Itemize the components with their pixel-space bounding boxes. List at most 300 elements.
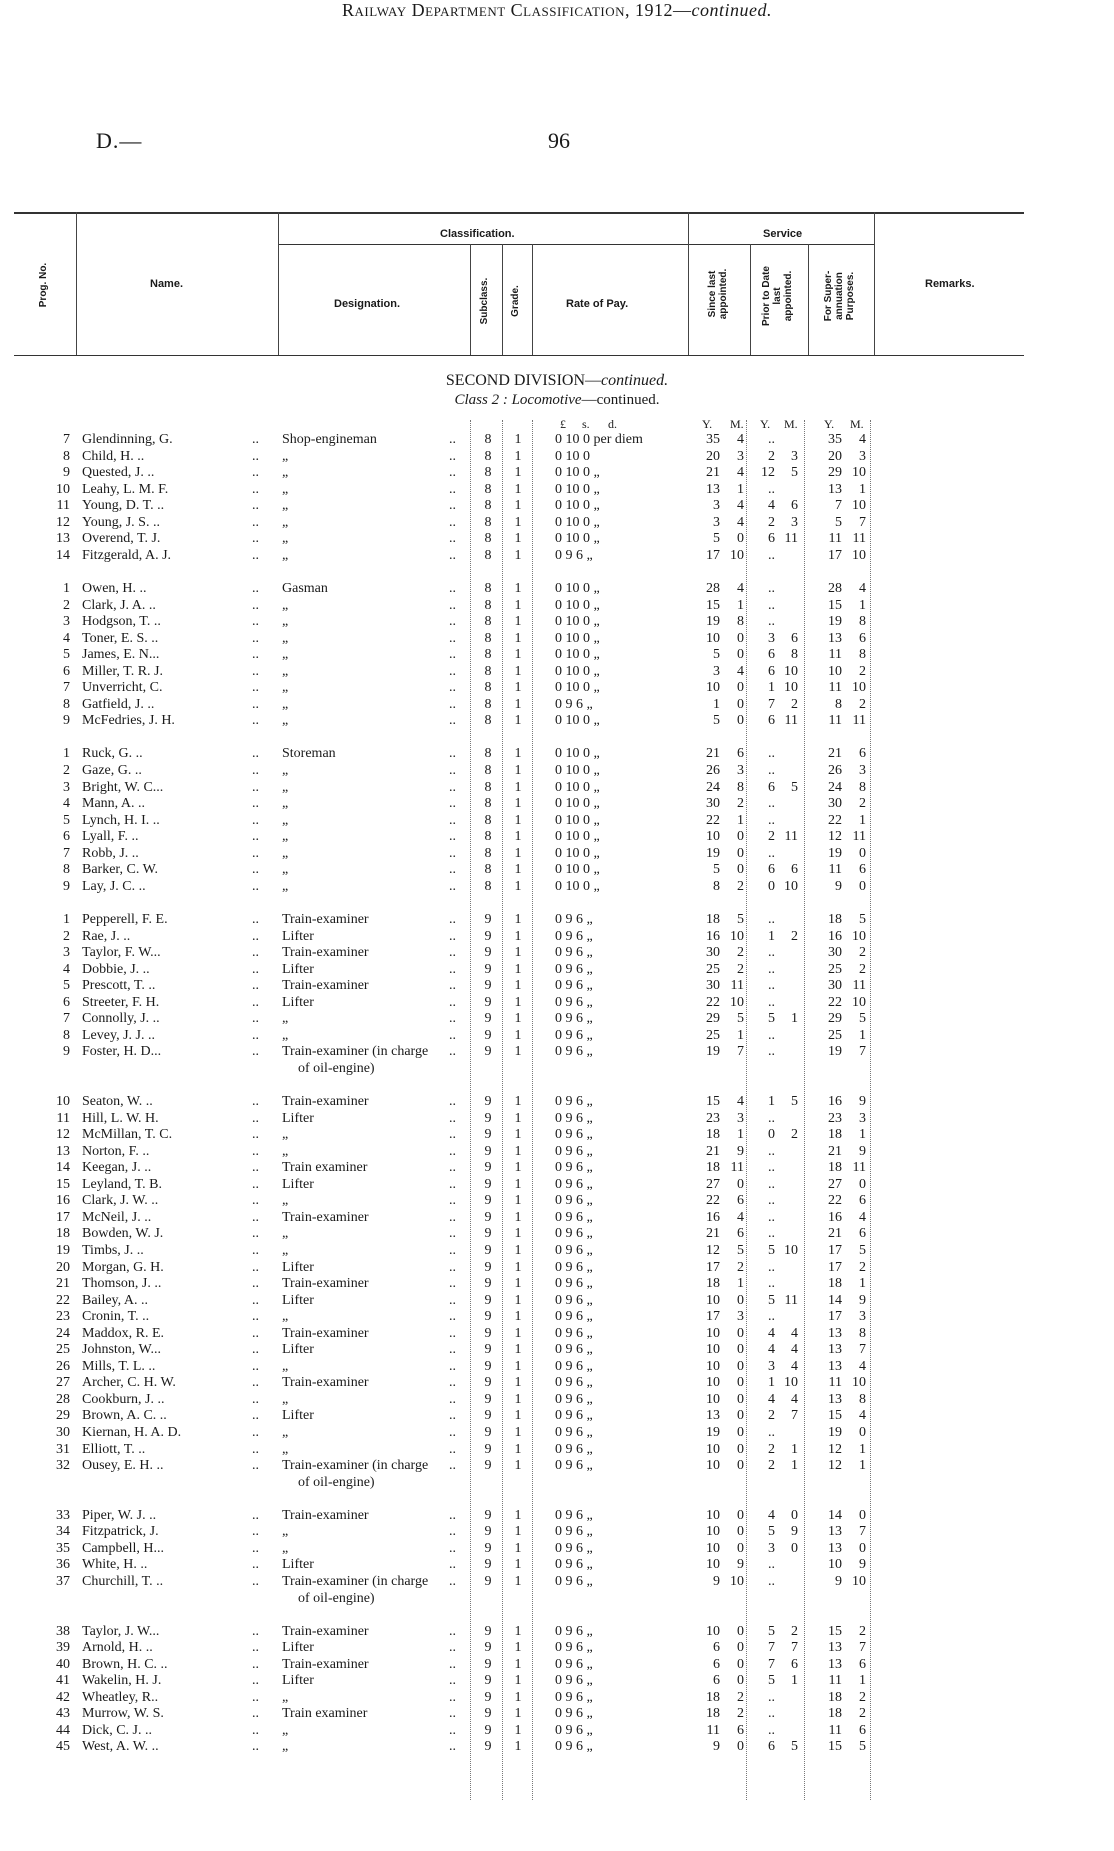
since-months: 2 <box>737 945 744 960</box>
leader-dots: .. <box>252 928 259 944</box>
rate-of-pay: 0 9 6 „ <box>555 1276 593 1291</box>
rate-of-pay: 0 10 0 „ <box>555 763 600 778</box>
table-row <box>0 680 1114 696</box>
rate-of-pay: 0 9 6 „ <box>555 1722 593 1738</box>
since-years: 17 <box>706 1309 720 1325</box>
employee-name: Archer, C. H. W. <box>82 1375 176 1391</box>
prior-years: 12 <box>761 465 775 481</box>
employee-name: Gaze, G. .. <box>82 763 142 778</box>
prog-no: 3 <box>63 779 70 795</box>
subclass: 9 <box>484 1640 492 1656</box>
super-months: 8 <box>859 1325 866 1341</box>
super-years: 25 <box>828 961 842 977</box>
super-months: 1 <box>859 812 866 828</box>
super-months: 1 <box>859 1027 866 1043</box>
leader-dots: .. <box>449 1540 456 1556</box>
rate-of-pay: 0 9 6 „ <box>555 1143 593 1159</box>
page-number: 96 <box>548 128 570 153</box>
leader-dots: .. <box>252 696 259 712</box>
prog-no: 29 <box>56 1408 70 1424</box>
grade: 1 <box>514 1722 522 1738</box>
table-row <box>0 1657 1114 1673</box>
super-years: 11 <box>828 680 842 696</box>
subclass: 9 <box>484 1309 492 1325</box>
super-months: 11 <box>852 713 866 729</box>
subclass: 8 <box>484 829 492 845</box>
designation: „ <box>282 713 289 729</box>
employee-name: Lynch, H. I. .. <box>82 812 160 828</box>
since-years: 15 <box>706 597 720 613</box>
subclass: 8 <box>484 630 492 646</box>
table-row <box>0 1260 1114 1276</box>
since-years: 21 <box>706 1226 720 1242</box>
since-months: 5 <box>737 1011 744 1027</box>
leader-dots: .. <box>252 1176 259 1192</box>
leader-dots: .. <box>449 465 456 481</box>
prior-years: 6 <box>768 663 775 679</box>
super-years: 17 <box>828 1309 842 1325</box>
col-divider <box>76 212 77 355</box>
super-months: 11 <box>852 531 866 547</box>
leader-dots: .. <box>449 928 456 944</box>
table-row <box>0 713 1114 729</box>
subclass: 9 <box>484 1739 492 1755</box>
grade: 1 <box>514 1160 522 1176</box>
prior-months: 11 <box>784 713 798 729</box>
prior-years: .. <box>768 812 775 828</box>
prior-years: 3 <box>768 1358 775 1374</box>
super-years: 13 <box>828 630 842 646</box>
since-years: 35 <box>706 432 720 447</box>
employee-name: Barker, C. W. <box>82 862 159 878</box>
prog-no: 36 <box>56 1557 70 1573</box>
super-years: 11 <box>828 1375 842 1391</box>
since-months: 10 <box>730 928 744 944</box>
table-row-continuation <box>0 1061 1114 1077</box>
subclass: 9 <box>484 1689 492 1705</box>
rate-of-pay: 0 9 6 „ <box>555 1375 593 1391</box>
since-years: 6 <box>713 1673 720 1689</box>
prior-years: 2 <box>768 829 775 845</box>
prog-no: 13 <box>56 1143 70 1159</box>
leader-dots: .. <box>252 1623 259 1639</box>
prog-no: 44 <box>56 1722 70 1738</box>
super-years: 13 <box>828 1342 842 1358</box>
leader-dots: .. <box>449 994 456 1010</box>
col-divider <box>808 244 809 355</box>
col-divider <box>688 212 689 355</box>
since-years: 17 <box>706 1259 720 1275</box>
super-years: 13 <box>828 1358 842 1374</box>
prior-years: .. <box>768 994 775 1010</box>
subclass: 9 <box>484 1656 492 1672</box>
grade: 1 <box>514 614 522 629</box>
leader-dots: .. <box>449 630 456 646</box>
units-row <box>0 416 1114 432</box>
since-months: 0 <box>737 1623 744 1639</box>
prog-no: 3 <box>63 614 70 629</box>
super-months: 1 <box>859 1127 866 1143</box>
prog-no: 13 <box>56 531 70 547</box>
subclass: 8 <box>484 614 492 629</box>
prog-no: 11 <box>56 498 70 514</box>
table-row <box>0 1144 1114 1160</box>
subclass: 9 <box>484 1342 492 1358</box>
prior-years: 1 <box>768 1094 775 1109</box>
rate-of-pay: 0 9 6 „ <box>555 1027 593 1043</box>
leader-dots: .. <box>449 845 456 861</box>
rate-of-pay: 0 9 6 „ <box>555 1524 593 1540</box>
prior-years: 3 <box>768 1540 775 1556</box>
subclass: 9 <box>484 1358 492 1374</box>
prior-years: .. <box>768 614 775 629</box>
grade: 1 <box>514 1209 522 1225</box>
table-row-continuation <box>0 1475 1114 1491</box>
employee-name: Elliott, T. .. <box>82 1441 146 1457</box>
table-row <box>0 962 1114 978</box>
super-months: 8 <box>859 779 866 795</box>
designation: „ <box>282 448 289 464</box>
prior-months: 2 <box>791 1127 798 1143</box>
prog-no: 10 <box>56 1094 70 1109</box>
prog-no: 27 <box>56 1375 70 1391</box>
subclass: 9 <box>484 994 492 1010</box>
employee-name: Morgan, G. H. <box>82 1259 164 1275</box>
table-row <box>0 1044 1114 1060</box>
employee-name: McMillan, T. C. <box>82 1127 173 1143</box>
subclass: 9 <box>484 1176 492 1192</box>
subclass: 9 <box>484 1292 492 1308</box>
subclass: 9 <box>484 1226 492 1242</box>
table-row <box>0 1442 1114 1458</box>
super-years: 16 <box>828 1209 842 1225</box>
since-years: 13 <box>706 481 720 497</box>
grade: 1 <box>514 1193 522 1209</box>
since-months: 3 <box>737 763 744 778</box>
since-years: 21 <box>706 746 720 762</box>
grade: 1 <box>514 1110 522 1126</box>
prog-no: 1 <box>63 911 70 927</box>
subclass: 9 <box>484 1127 492 1143</box>
designation: „ <box>282 878 289 894</box>
employee-name: Arnold, H. .. <box>82 1640 153 1656</box>
prog-no: 8 <box>63 696 70 712</box>
since-years: 15 <box>706 1094 720 1109</box>
leader-dots: .. <box>252 1027 259 1043</box>
designation: Train examiner <box>282 1160 368 1176</box>
super-years: 22 <box>828 1193 842 1209</box>
designation: Storeman <box>282 746 336 762</box>
since-years: 19 <box>706 1425 720 1440</box>
table-row <box>0 1392 1114 1408</box>
grade: 1 <box>514 1706 522 1722</box>
leader-dots: .. <box>252 746 259 762</box>
prior-years: 3 <box>768 630 775 646</box>
employee-name: Bowden, W. J. <box>82 1226 164 1242</box>
leader-dots: .. <box>252 1259 259 1275</box>
table-row <box>0 482 1114 498</box>
since-years: 11 <box>706 1722 720 1738</box>
employee-name: Connolly, J. .. <box>82 1011 160 1027</box>
prior-years: 1 <box>768 928 775 944</box>
rate-of-pay: 0 9 6 „ <box>555 1507 593 1523</box>
grade: 1 <box>514 1623 522 1639</box>
grade: 1 <box>514 1309 522 1325</box>
employee-name: James, E. N... <box>82 647 160 663</box>
leader-dots: .. <box>449 1722 456 1738</box>
prog-no: 39 <box>56 1640 70 1656</box>
designation: „ <box>282 1739 289 1755</box>
super-months: 7 <box>859 1524 866 1540</box>
designation: „ <box>282 1524 289 1540</box>
table-row <box>0 1342 1114 1358</box>
prior-months: 7 <box>791 1408 798 1424</box>
leader-dots: .. <box>449 1127 456 1143</box>
super-months: 0 <box>859 1507 866 1523</box>
since-months: 0 <box>737 1507 744 1523</box>
subclass: 9 <box>484 945 492 960</box>
leader-dots: .. <box>449 1623 456 1639</box>
col-divider <box>874 212 875 355</box>
rate-of-pay: 0 10 0 „ <box>555 713 600 729</box>
super-years: 8 <box>835 696 842 712</box>
super-months: 1 <box>859 1458 866 1474</box>
prior-years: 6 <box>768 779 775 795</box>
leader-dots: .. <box>449 1739 456 1755</box>
since-months: 0 <box>737 862 744 878</box>
since-months: 0 <box>737 1408 744 1424</box>
super-months: 2 <box>859 945 866 960</box>
since-months: 4 <box>737 1209 744 1225</box>
super-years: 13 <box>828 1391 842 1407</box>
designation: „ <box>282 696 289 712</box>
designation-continued: of oil-engine) <box>298 1060 375 1076</box>
table-row <box>0 432 1114 448</box>
super-months: 11 <box>852 978 866 994</box>
leader-dots: .. <box>449 1408 456 1424</box>
leader-dots: .. <box>449 1425 456 1440</box>
leader-dots: .. <box>449 1557 456 1573</box>
designation: „ <box>282 514 289 530</box>
leader-dots: .. <box>252 763 259 778</box>
super-years: 12 <box>828 829 842 845</box>
prog-no: 9 <box>63 465 70 481</box>
header-designation: Designation. <box>334 298 401 310</box>
table-row <box>0 1127 1114 1143</box>
rate-of-pay: 0 9 6 „ <box>555 961 593 977</box>
designation: Train-examiner <box>282 1276 369 1291</box>
leader-dots: .. <box>252 1242 259 1258</box>
grade: 1 <box>514 1640 522 1656</box>
leader-dots: .. <box>252 1193 259 1209</box>
table-row-continuation <box>0 1591 1114 1607</box>
header-grade: Grade. <box>510 285 521 317</box>
subclass: 8 <box>484 862 492 878</box>
employee-name: Young, D. T. .. <box>82 498 165 514</box>
since-months: 0 <box>737 1739 744 1755</box>
prior-years: 2 <box>768 448 775 464</box>
leader-dots: .. <box>449 1342 456 1358</box>
since-months: 0 <box>737 1292 744 1308</box>
col-divider <box>750 244 751 355</box>
prior-years: 0 <box>768 1127 775 1143</box>
leader-dots: .. <box>449 663 456 679</box>
rate-of-pay: 0 9 6 „ <box>555 1408 593 1424</box>
super-years: 18 <box>828 1706 842 1722</box>
prior-years: 4 <box>768 1325 775 1341</box>
since-years: 22 <box>706 1193 720 1209</box>
designation: „ <box>282 1309 289 1325</box>
prior-years: 1 <box>768 680 775 696</box>
header-rate-of-pay: Rate of Pay. <box>566 298 629 310</box>
header-classification: Classification. <box>440 228 515 240</box>
unit-shillings: s. <box>582 417 590 431</box>
leader-dots: .. <box>252 796 259 812</box>
grade: 1 <box>514 663 522 679</box>
rate-of-pay: 0 9 6 „ <box>555 1391 593 1407</box>
designation: Shop-engineman <box>282 432 377 447</box>
super-years: 17 <box>828 1242 842 1258</box>
super-months: 3 <box>859 1309 866 1325</box>
rate-of-pay: 0 9 6 „ <box>555 1640 593 1656</box>
prior-years: 5 <box>768 1673 775 1689</box>
since-months: 0 <box>737 696 744 712</box>
subclass: 9 <box>484 1441 492 1457</box>
employee-name: Robb, J. .. <box>82 845 139 861</box>
designation: „ <box>282 614 289 629</box>
since-years: 5 <box>713 713 720 729</box>
since-years: 19 <box>706 1044 720 1060</box>
leader-dots: .. <box>252 978 259 994</box>
designation: „ <box>282 1441 289 1457</box>
leader-dots: .. <box>252 597 259 613</box>
super-years: 21 <box>828 746 842 762</box>
designation: „ <box>282 597 289 613</box>
prog-no: 25 <box>56 1342 70 1358</box>
grade: 1 <box>514 1143 522 1159</box>
super-months: 10 <box>852 547 866 563</box>
grade: 1 <box>514 1573 522 1589</box>
designation: Lifter <box>282 1292 314 1308</box>
super-years: 19 <box>828 845 842 861</box>
designation: „ <box>282 663 289 679</box>
leader-dots: .. <box>449 1027 456 1043</box>
prior-years: 6 <box>768 531 775 547</box>
since-months: 10 <box>730 1573 744 1589</box>
since-years: 10 <box>706 1375 720 1391</box>
designation: „ <box>282 1127 289 1143</box>
super-months: 9 <box>859 1557 866 1573</box>
since-years: 12 <box>706 1242 720 1258</box>
super-months: 11 <box>852 1160 866 1176</box>
table-row <box>0 862 1114 878</box>
employee-name: Young, J. S. .. <box>82 514 160 530</box>
subclass: 9 <box>484 1507 492 1523</box>
designation: „ <box>282 812 289 828</box>
prior-months: 0 <box>791 1507 798 1523</box>
designation: „ <box>282 829 289 845</box>
employee-name: Ousey, E. H. .. <box>82 1458 164 1474</box>
table-row <box>0 1193 1114 1209</box>
prog-no: 9 <box>63 878 70 894</box>
table-row <box>0 829 1114 845</box>
prog-no: 8 <box>63 448 70 464</box>
super-months: 2 <box>859 1689 866 1705</box>
employee-name: White, H. .. <box>82 1557 148 1573</box>
since-years: 5 <box>713 531 720 547</box>
super-years: 17 <box>828 547 842 563</box>
subclass: 9 <box>484 978 492 994</box>
super-months: 6 <box>859 1722 866 1738</box>
leader-dots: .. <box>252 630 259 646</box>
since-years: 19 <box>706 845 720 861</box>
grade: 1 <box>514 911 522 927</box>
since-months: 0 <box>737 680 744 696</box>
rate-of-pay: 0 9 6 „ <box>555 1292 593 1308</box>
table-row <box>0 647 1114 663</box>
prog-no: 31 <box>56 1441 70 1457</box>
super-months: 6 <box>859 1193 866 1209</box>
leader-dots: .. <box>449 547 456 563</box>
subclass: 8 <box>484 481 492 497</box>
prog-no: 9 <box>63 713 70 729</box>
prior-months: 10 <box>784 1242 798 1258</box>
leader-dots: .. <box>252 1094 259 1109</box>
prior-months: 8 <box>791 647 798 663</box>
leader-dots: .. <box>252 432 259 447</box>
leader-dots: .. <box>252 1160 259 1176</box>
super-years: 13 <box>828 481 842 497</box>
prior-months: 10 <box>784 878 798 894</box>
super-years: 13 <box>828 1540 842 1556</box>
prior-months: 10 <box>784 1375 798 1391</box>
designation: Train-examiner <box>282 1507 369 1523</box>
super-years: 13 <box>828 1640 842 1656</box>
since-months: 0 <box>737 1391 744 1407</box>
prog-no: 19 <box>56 1242 70 1258</box>
prog-no: 21 <box>56 1276 70 1291</box>
prog-no: 32 <box>56 1458 70 1474</box>
prog-no: 12 <box>56 1127 70 1143</box>
leader-dots: .. <box>252 448 259 464</box>
since-months: 1 <box>737 1027 744 1043</box>
leader-dots: .. <box>449 1044 456 1060</box>
leader-dots: .. <box>449 1242 456 1258</box>
grade: 1 <box>514 1689 522 1705</box>
rate-of-pay: 0 9 6 „ <box>555 1242 593 1258</box>
designation-continued: of oil-engine) <box>298 1474 375 1490</box>
subclass: 9 <box>484 928 492 944</box>
table-row <box>0 1226 1114 1242</box>
rate-of-pay: 0 10 0 „ <box>555 796 600 812</box>
designation: Train-examiner <box>282 1209 369 1225</box>
super-months: 2 <box>859 663 866 679</box>
leader-dots: .. <box>449 614 456 629</box>
table-row <box>0 1458 1114 1474</box>
prog-no: 2 <box>63 928 70 944</box>
since-months: 4 <box>737 432 744 447</box>
designation: Train-examiner <box>282 1623 369 1639</box>
since-months: 10 <box>730 547 744 563</box>
subclass: 9 <box>484 1408 492 1424</box>
subclass: 9 <box>484 1143 492 1159</box>
super-months: 6 <box>859 1226 866 1242</box>
designation: „ <box>282 1425 289 1440</box>
since-years: 23 <box>706 1110 720 1126</box>
designation: „ <box>282 1193 289 1209</box>
page-title <box>0 0 1114 21</box>
since-months: 7 <box>737 1044 744 1060</box>
